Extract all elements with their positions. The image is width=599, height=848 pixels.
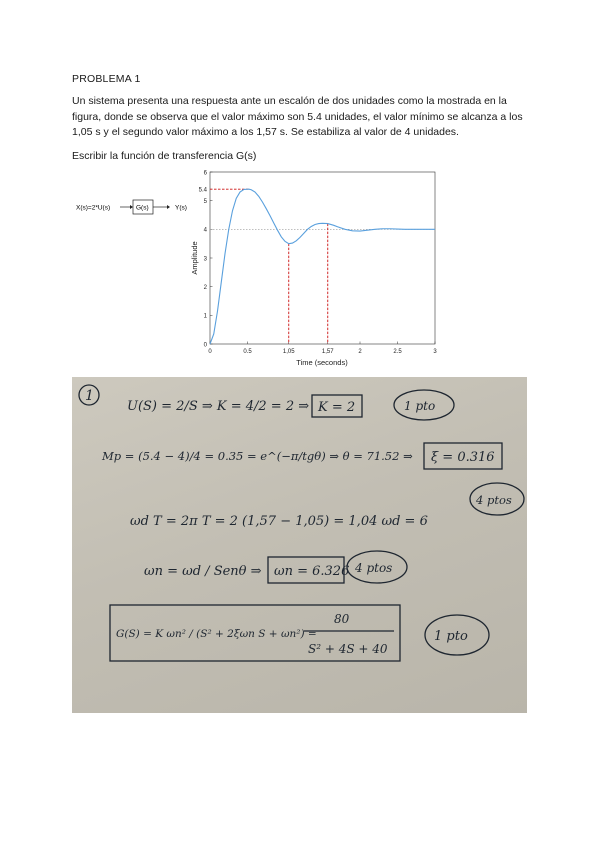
x-tick-label: 0.5 — [243, 349, 252, 355]
y-axis-label: Amplitude — [190, 241, 199, 275]
problem-title: PROBLEMA 1 — [72, 73, 141, 85]
y-tick-label: 4 — [203, 227, 207, 234]
block-label: G(s) — [136, 204, 149, 212]
hw-line4-equation: ωn = ωd / Senθ ⇒ — [144, 564, 262, 579]
block-output-arrowhead — [167, 205, 170, 209]
problem-task: Escribir la función de transferencia G(s) — [72, 150, 257, 162]
handwriting-layer — [72, 377, 527, 713]
y-tick-label: 6 — [203, 170, 207, 177]
hw-line2-equation: Mp = (5.4 − 4)/4 = 0.35 = e^(−π/tgθ) ⇒ θ = 71.52 ⇒ — [102, 449, 413, 463]
hw-line5-numerator: 80 — [334, 612, 350, 626]
hw-line2-box-text: ξ = 0.316 — [431, 450, 495, 465]
hw-line1-box-text: K = 2 — [318, 400, 356, 415]
problem-number: 1 — [85, 388, 94, 404]
hw-line4-points: 4 ptos — [355, 561, 393, 575]
step-response-chart — [190, 162, 450, 372]
hw-line5-lhs: G(S) = K ωn² / (S² + 2ξωn S + ωn²) = — [116, 628, 317, 640]
handwritten-solution-photo — [72, 377, 527, 713]
y-tick-label: 0 — [203, 342, 207, 349]
hw-line2-points: 4 ptos — [476, 493, 512, 507]
block-output-label: Y(s) — [175, 204, 187, 212]
x-tick-label: 2.5 — [393, 349, 402, 355]
y-tick-label: 3 — [203, 256, 207, 263]
x-tick-label: 3 — [433, 349, 437, 355]
hw-line5-points: 1 pto — [434, 629, 468, 644]
block-input-arrowhead — [130, 205, 133, 209]
y-tick-label: 5.4 — [198, 187, 207, 194]
problem-statement: Un sistema presenta una respuesta ante un escalón de dos unidades como la mostrada en la figura, donde se observa que el valor máximo son 5.4 unidades, el valor mínimo se alcanza a los 1,05 s y el segundo valor máximo a los 1,57 s. Se estabiliza al valor de 4 unidades. — [72, 95, 523, 138]
hw-line5-denominator: S² + 4S + 40 — [308, 642, 388, 656]
y-tick-label: 1 — [203, 313, 207, 320]
hw-line3-equation: ωd T = 2π T = 2 (1,57 − 1,05) = 1,04 ωd = 6 — [130, 514, 428, 529]
block-input-label: X(s)=2*U(s) — [76, 204, 111, 212]
plot-area — [210, 172, 435, 344]
y-tick-label: 2 — [203, 284, 207, 291]
x-tick-label: 1,05 — [282, 349, 295, 355]
block-diagram — [76, 197, 196, 217]
x-tick-label: 0 — [208, 349, 212, 355]
x-axis-label: Time (seconds) — [296, 358, 348, 367]
y-tick-label: 5 — [203, 198, 207, 205]
hw-line1-equation: U(S) = 2/S ⇒ K = 4/2 = 2 ⇒ — [127, 399, 310, 414]
x-tick-label: 1,57 — [321, 349, 334, 355]
hw-line4-box-text: ωn = 6.326 — [274, 564, 350, 579]
x-tick-label: 2 — [358, 349, 362, 355]
hw-line1-points: 1 pto — [404, 399, 436, 413]
